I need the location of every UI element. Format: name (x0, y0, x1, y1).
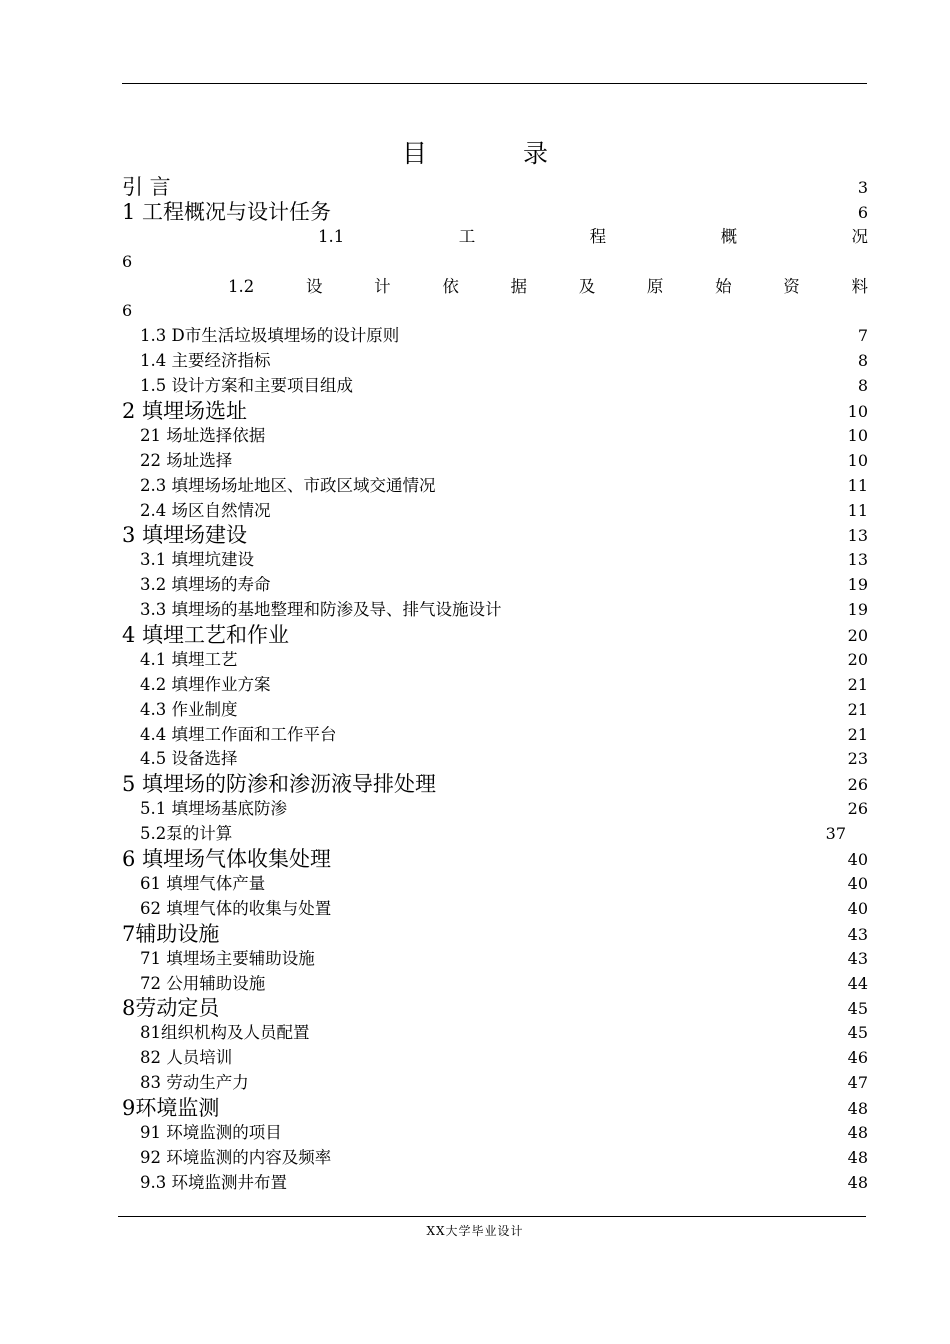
toc-entry[interactable] (122, 547, 868, 572)
toc-entry-label: 71 填埋场主要辅助设施 (140, 948, 315, 968)
toc-entry-page: 13 (847, 526, 868, 546)
toc-entry-page: 40 (847, 873, 868, 893)
toc-entry-label: 引 言 (122, 175, 171, 199)
toc-entry-label: 3.1 填埋坑建设 (140, 550, 254, 570)
toc-entry-char: 原 (646, 276, 664, 296)
toc-entry-page: 40 (847, 850, 868, 870)
toc-entry[interactable] (122, 796, 868, 821)
page-title: 目 录 (402, 139, 592, 168)
toc-entry-page: 46 (847, 1048, 868, 1068)
toc-entry[interactable] (122, 1020, 868, 1045)
toc-entry-label: 9.3 环境监测井布置 (140, 1172, 287, 1192)
toc-entry-label: 61 填埋气体产量 (140, 873, 266, 893)
toc-entry-char: 况 (851, 226, 868, 246)
toc-entry-label: 4.3 作业制度 (140, 699, 238, 719)
toc-entry-label: 4 填埋工艺和作业 (122, 623, 290, 648)
toc-entry-number: 1.1 (318, 226, 345, 246)
toc-entry-label: 4.5 设备选择 (140, 749, 238, 769)
toc-entry-char: 据 (510, 276, 527, 296)
toc-entry[interactable] (122, 423, 868, 448)
toc-entry-label: 3 填埋场建设 (122, 523, 248, 548)
toc-entry[interactable] (122, 1095, 868, 1120)
toc-entry[interactable] (122, 672, 868, 697)
toc-entry-label: 6 填埋场气体收集处理 (122, 847, 332, 872)
toc-entry-page: 21 (847, 674, 868, 694)
toc-entry-char: 程 (589, 226, 607, 246)
toc-entry-label: 81组织机构及人员配置 (140, 1023, 310, 1043)
toc-entry[interactable] (122, 597, 868, 622)
toc-entry-page: 21 (847, 699, 868, 719)
toc-entry-page: 8 (857, 376, 868, 396)
toc-entry-1-1[interactable] (122, 224, 868, 249)
toc-entry-label: 7辅助设施 (122, 921, 220, 946)
toc-entry[interactable] (122, 971, 868, 996)
toc-entry-page: 48 (847, 1147, 868, 1167)
toc-entry[interactable] (122, 1070, 868, 1095)
toc-entry[interactable] (122, 572, 868, 597)
toc-entry-page: 13 (847, 550, 868, 570)
toc-entry[interactable] (122, 1045, 868, 1070)
toc-entry-page: 10 (847, 450, 868, 470)
toc-entry-label: 4.1 填埋工艺 (140, 649, 238, 669)
toc-entry-page: 19 (847, 600, 868, 620)
toc-entry[interactable] (122, 323, 868, 348)
toc-entry[interactable] (122, 647, 868, 672)
toc-entry-1-1-page (122, 249, 868, 274)
toc-entry[interactable] (122, 498, 868, 523)
toc-entry-char: 资 (783, 276, 800, 296)
toc-entry-label: 5.1 填埋场基底防渗 (140, 799, 287, 819)
header-rule (122, 83, 867, 84)
toc-entry-label: 5.2泵的计算 (140, 824, 233, 844)
toc-entry-1-2-page (122, 298, 868, 323)
toc-entry-label: 82 人员培训 (140, 1048, 233, 1068)
toc-entry-1-2[interactable] (122, 274, 868, 299)
toc-entry[interactable] (122, 722, 868, 747)
toc-entry-page: 8 (857, 351, 868, 371)
toc-entry-page: 48 (847, 1122, 868, 1142)
toc-entry[interactable] (122, 448, 868, 473)
toc-entry-label: 22 场址选择 (140, 450, 233, 470)
toc-entry-label: 2 填埋场选址 (122, 399, 248, 424)
toc-entry-char: 始 (715, 276, 732, 296)
toc-entry-chapter-1[interactable] (122, 199, 868, 224)
toc-entry[interactable] (122, 921, 868, 946)
toc-entry-label: 3.3 填埋场的基地整理和防渗及导、排气设施设计 (140, 600, 502, 620)
toc-entry-page: 44 (847, 973, 868, 993)
footer-rule (118, 1216, 866, 1217)
toc-entry-justified-label (318, 224, 868, 250)
toc-entry[interactable] (122, 1170, 868, 1195)
toc-entry-page: 3 (857, 178, 868, 197)
toc-entry-page: 47 (847, 1073, 868, 1093)
toc-entry[interactable] (122, 946, 868, 971)
toc-entry-label: 2.3 填埋场场址地区、市政区域交通情况 (140, 475, 436, 495)
toc-entry-label: 4.2 填埋作业方案 (140, 674, 271, 694)
toc-item-list (122, 323, 868, 1194)
toc-entry[interactable] (122, 373, 868, 398)
toc-entry-char: 设 (305, 276, 323, 296)
toc-entry-page: 10 (847, 425, 868, 445)
toc-entry[interactable] (122, 995, 868, 1020)
toc-entry-page: 6 (857, 202, 868, 222)
toc-entry[interactable] (122, 697, 868, 722)
toc-entry-page: 23 (847, 749, 868, 769)
toc-entry-page: 21 (847, 724, 868, 744)
toc-entry-page: 11 (847, 500, 868, 520)
toc-entry-page: 45 (847, 999, 868, 1019)
toc-entry-justified-label (228, 274, 868, 300)
toc-entry[interactable] (122, 1120, 868, 1145)
toc-entry[interactable] (122, 622, 868, 647)
toc-entry-number: 1.2 (228, 276, 255, 296)
toc-entry[interactable] (122, 746, 868, 771)
toc-entry-page: 6 (122, 301, 133, 321)
toc-entry[interactable] (122, 1145, 868, 1170)
toc-entry-char: 依 (442, 276, 459, 296)
toc-entry-char: 及 (578, 276, 596, 296)
toc-entry-label: 5 填埋场的防渗和渗沥液导排处理 (122, 772, 437, 797)
toc-entry-page: 43 (847, 924, 868, 944)
toc-entry-page: 37 (825, 824, 846, 844)
toc-entry-page: 20 (847, 649, 868, 669)
toc-entry-page: 20 (847, 626, 868, 646)
toc-entry-label: 4.4 填埋工作面和工作平台 (140, 724, 337, 744)
toc-entry-page: 43 (847, 948, 868, 968)
toc-entry-page: 45 (847, 1023, 868, 1043)
toc-entry[interactable] (122, 398, 868, 423)
toc-entry-label: 72 公用辅助设施 (140, 973, 266, 993)
toc-entry-label: 91 环境监测的项目 (140, 1122, 282, 1142)
toc-entry-char: 概 (720, 226, 738, 246)
toc-entry-label: 1.4 主要经济指标 (140, 351, 271, 371)
toc-entry-label: 3.2 填埋场的寿命 (140, 575, 271, 595)
toc-entry-page: 40 (847, 898, 868, 918)
toc-entry-label: 1 工程概况与设计任务 (122, 199, 332, 224)
toc-entry[interactable] (122, 348, 868, 373)
toc-entry[interactable] (122, 846, 868, 871)
toc-entry-page: 26 (847, 799, 868, 819)
toc-entry-label: 62 填埋气体的收集与处置 (140, 898, 332, 918)
toc-entry-page: 48 (847, 1098, 868, 1118)
toc-entry-label: 1.3 D市生活垃圾填埋场的设计原则 (140, 326, 400, 346)
toc-entry-char: 料 (851, 276, 868, 296)
toc-entry-page: 11 (847, 475, 868, 495)
toc-entry[interactable] (122, 871, 868, 896)
toc-entry-char: 工 (458, 226, 476, 246)
toc-entry-page: 19 (847, 575, 868, 595)
toc-entry-char: 计 (374, 276, 391, 296)
toc-entry-page: 26 (847, 775, 868, 795)
toc-entry-page: 48 (847, 1172, 868, 1192)
toc-entry[interactable] (122, 821, 868, 846)
toc-entry-label: 2.4 场区自然情况 (140, 500, 271, 520)
toc-entry-page: 7 (857, 326, 868, 346)
toc-entry[interactable] (122, 522, 868, 547)
toc-entry-page: 10 (847, 402, 868, 422)
toc-entry-label: 9环境监测 (122, 1095, 220, 1120)
toc-entry[interactable] (122, 896, 868, 921)
toc-entry[interactable] (122, 771, 868, 796)
toc-entry-intro[interactable] (122, 174, 868, 199)
toc-entry-label: 21 场址选择依据 (140, 425, 266, 445)
table-of-contents (122, 174, 868, 1195)
toc-entry-label: 92 环境监测的内容及频率 (140, 1147, 332, 1167)
toc-entry-label: 1.5 设计方案和主要项目组成 (140, 376, 353, 396)
toc-entry-page: 6 (122, 251, 133, 271)
toc-entry[interactable] (122, 473, 868, 498)
toc-entry-label: 8劳动定员 (122, 996, 220, 1021)
toc-entry-label: 83 劳动生产力 (140, 1073, 249, 1093)
page-footer: XX大学毕业设计 (426, 1224, 524, 1238)
